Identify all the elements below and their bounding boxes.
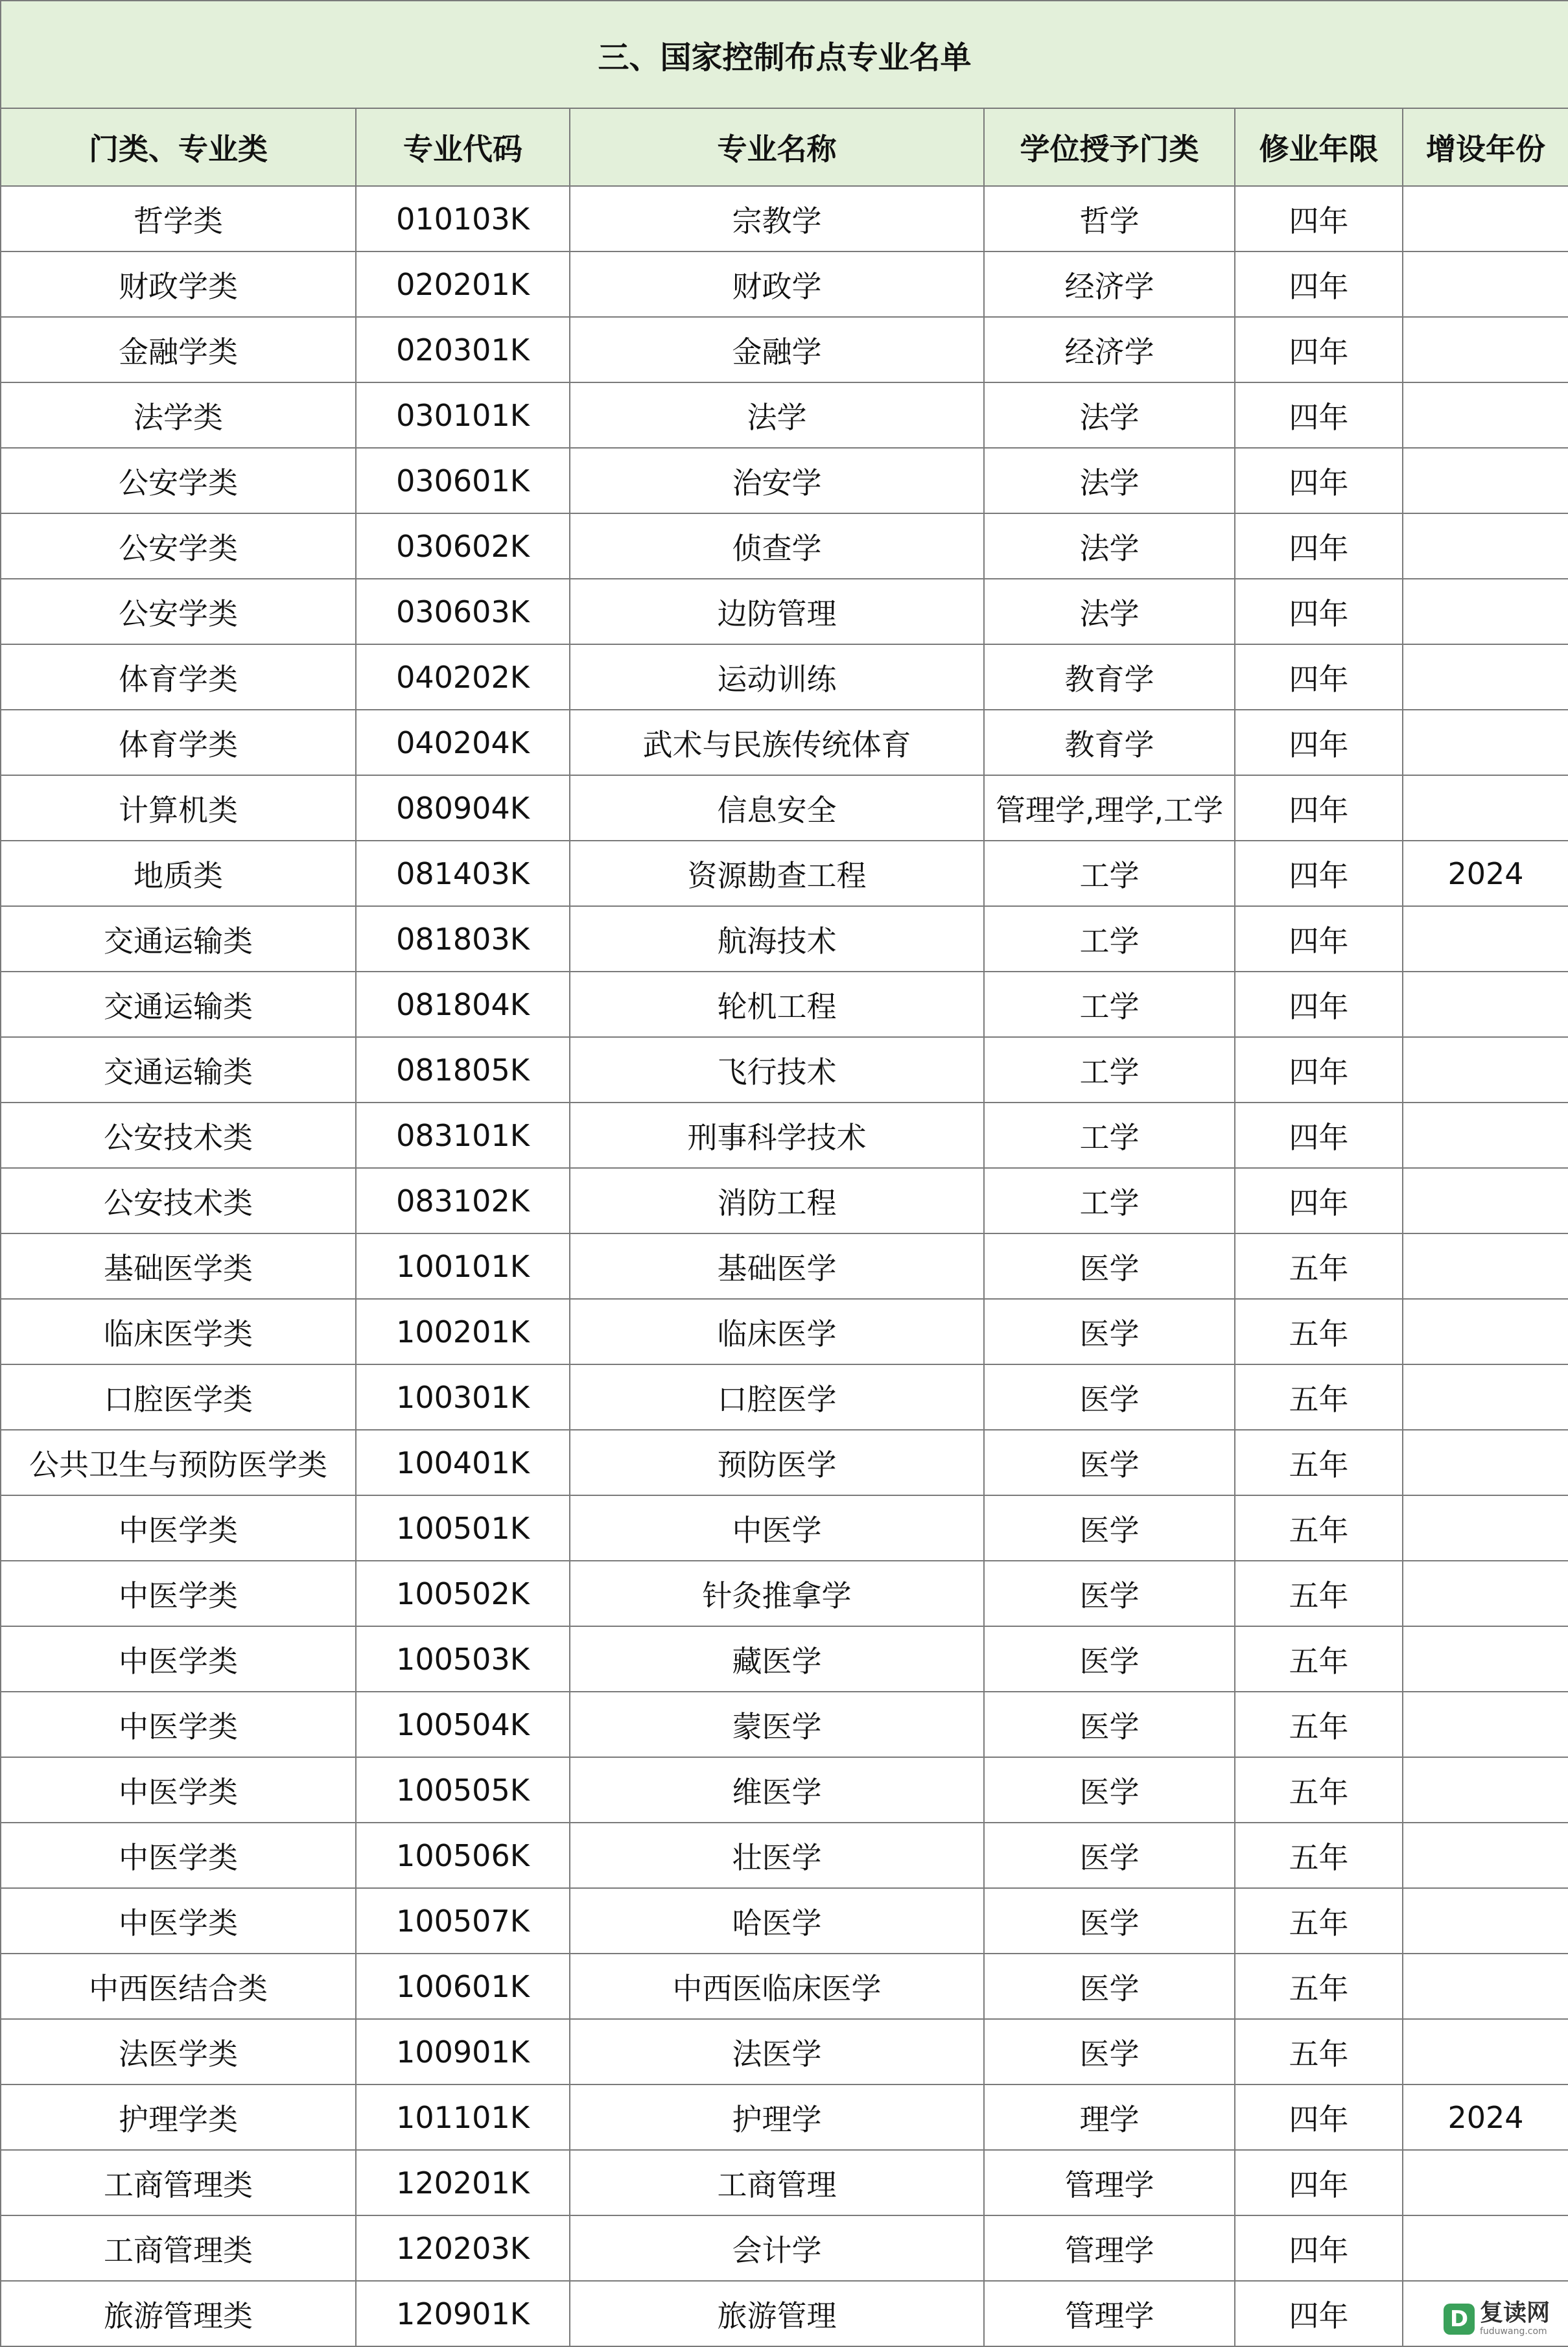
- cell-code: 120901K: [356, 2281, 570, 2346]
- cell-major-name: 临床医学: [570, 1299, 984, 1364]
- cell-degree: 医学: [984, 1364, 1235, 1430]
- cell-year-added: [1403, 186, 1568, 251]
- cell-code: 100201K: [356, 1299, 570, 1364]
- cell-code: 040204K: [356, 710, 570, 775]
- cell-major-name: 会计学: [570, 2215, 984, 2281]
- cell-major-name: 维医学: [570, 1757, 984, 1823]
- cell-major-name: 宗教学: [570, 186, 984, 251]
- cell-code: 081804K: [356, 972, 570, 1037]
- cell-code: 100507K: [356, 1888, 570, 1954]
- cell-major-name: 护理学: [570, 2084, 984, 2150]
- cell-year-added: 2024: [1403, 2084, 1568, 2150]
- cell-code: 100504K: [356, 1692, 570, 1757]
- cell-code: 100505K: [356, 1757, 570, 1823]
- table-row: [1, 775, 1568, 841]
- cell-degree: 经济学: [984, 317, 1235, 382]
- cell-category: 护理学类: [1, 2084, 356, 2150]
- watermark-name: 复读网: [1479, 2300, 1550, 2326]
- cell-code: 100901K: [356, 2019, 570, 2084]
- cell-degree: 工学: [984, 1103, 1235, 1168]
- cell-major-name: 侦查学: [570, 513, 984, 579]
- cell-code: 030602K: [356, 513, 570, 579]
- cell-duration: 四年: [1235, 2215, 1403, 2281]
- cell-code: 020201K: [356, 251, 570, 317]
- cell-duration: 五年: [1235, 1626, 1403, 1692]
- cell-degree: 医学: [984, 1233, 1235, 1299]
- site-logo-icon: D: [1444, 2304, 1475, 2335]
- cell-code: 083102K: [356, 1168, 570, 1233]
- cell-duration: 四年: [1235, 579, 1403, 644]
- cell-duration: 四年: [1235, 2084, 1403, 2150]
- cell-degree: 工学: [984, 972, 1235, 1037]
- cell-category: 工商管理类: [1, 2150, 356, 2215]
- cell-category: 中医学类: [1, 1495, 356, 1561]
- cell-year-added: [1403, 317, 1568, 382]
- cell-code: 010103K: [356, 186, 570, 251]
- table-row: [1, 186, 1568, 251]
- table-row: [1, 1233, 1568, 1299]
- site-watermark: [1444, 2302, 1550, 2336]
- table-row: [1, 1037, 1568, 1103]
- table-row: [1, 1823, 1568, 1888]
- table-row: [1, 710, 1568, 775]
- cell-year-added: [1403, 1692, 1568, 1757]
- table-title: 三、国家控制布点专业名单: [1, 1, 1568, 108]
- cell-year-added: [1403, 710, 1568, 775]
- cell-category: 中医学类: [1, 1626, 356, 1692]
- cell-degree: 教育学: [984, 644, 1235, 710]
- cell-code: 081805K: [356, 1037, 570, 1103]
- header-row: [1, 108, 1568, 186]
- cell-year-added: [1403, 775, 1568, 841]
- header-duration: 修业年限: [1235, 108, 1403, 186]
- cell-duration: 四年: [1235, 1103, 1403, 1168]
- cell-duration: 五年: [1235, 2019, 1403, 2084]
- table-row: [1, 1757, 1568, 1823]
- cell-major-name: 基础医学: [570, 1233, 984, 1299]
- cell-category: 工商管理类: [1, 2215, 356, 2281]
- cell-category: 法医学类: [1, 2019, 356, 2084]
- cell-duration: 五年: [1235, 1888, 1403, 1954]
- table-row: [1, 448, 1568, 513]
- cell-major-name: 工商管理: [570, 2150, 984, 2215]
- table-row: [1, 382, 1568, 448]
- cell-category: 公安学类: [1, 513, 356, 579]
- cell-year-added: [1403, 1233, 1568, 1299]
- cell-degree: 管理学: [984, 2215, 1235, 2281]
- cell-degree: 医学: [984, 1299, 1235, 1364]
- cell-category: 口腔医学类: [1, 1364, 356, 1430]
- cell-category: 中医学类: [1, 1692, 356, 1757]
- cell-year-added: [1403, 1299, 1568, 1364]
- cell-year-added: [1403, 972, 1568, 1037]
- cell-category: 中医学类: [1, 1888, 356, 1954]
- cell-degree: 法学: [984, 382, 1235, 448]
- table-row: [1, 1561, 1568, 1626]
- table-row: [1, 906, 1568, 972]
- cell-duration: 四年: [1235, 186, 1403, 251]
- cell-code: 100501K: [356, 1495, 570, 1561]
- cell-duration: 四年: [1235, 448, 1403, 513]
- cell-year-added: 2024: [1403, 841, 1568, 906]
- cell-degree: 医学: [984, 1495, 1235, 1561]
- table-row: [1, 1364, 1568, 1430]
- cell-degree: 法学: [984, 513, 1235, 579]
- table-row: [1, 1430, 1568, 1495]
- table-row: [1, 2019, 1568, 2084]
- cell-duration: 四年: [1235, 513, 1403, 579]
- cell-code: 100503K: [356, 1626, 570, 1692]
- cell-degree: 法学: [984, 579, 1235, 644]
- cell-major-name: 口腔医学: [570, 1364, 984, 1430]
- cell-duration: 四年: [1235, 644, 1403, 710]
- table-row: [1, 2215, 1568, 2281]
- cell-category: 交通运输类: [1, 1037, 356, 1103]
- cell-duration: 四年: [1235, 382, 1403, 448]
- cell-degree: 工学: [984, 906, 1235, 972]
- cell-degree: 工学: [984, 1168, 1235, 1233]
- cell-degree: 医学: [984, 1888, 1235, 1954]
- cell-duration: 五年: [1235, 1430, 1403, 1495]
- cell-major-name: 信息安全: [570, 775, 984, 841]
- cell-major-name: 中医学: [570, 1495, 984, 1561]
- cell-major-name: 中西医临床医学: [570, 1954, 984, 2019]
- cell-major-name: 边防管理: [570, 579, 984, 644]
- cell-code: 120203K: [356, 2215, 570, 2281]
- header-code: 专业代码: [356, 108, 570, 186]
- cell-code: 030101K: [356, 382, 570, 448]
- header-category: 门类、专业类: [1, 108, 356, 186]
- cell-degree: 管理学: [984, 2281, 1235, 2346]
- cell-category: 交通运输类: [1, 906, 356, 972]
- cell-major-name: 蒙医学: [570, 1692, 984, 1757]
- cell-major-name: 哈医学: [570, 1888, 984, 1954]
- cell-degree: 工学: [984, 841, 1235, 906]
- cell-duration: 四年: [1235, 710, 1403, 775]
- cell-category: 公安技术类: [1, 1168, 356, 1233]
- cell-year-added: [1403, 1495, 1568, 1561]
- table-row: [1, 2084, 1568, 2150]
- cell-degree: 工学: [984, 1037, 1235, 1103]
- cell-code: 020301K: [356, 317, 570, 382]
- cell-degree: 医学: [984, 1757, 1235, 1823]
- cell-major-name: 旅游管理: [570, 2281, 984, 2346]
- cell-year-added: [1403, 906, 1568, 972]
- cell-year-added: [1403, 1168, 1568, 1233]
- cell-major-name: 消防工程: [570, 1168, 984, 1233]
- cell-code: 100101K: [356, 1233, 570, 1299]
- cell-category: 金融学类: [1, 317, 356, 382]
- cell-year-added: [1403, 1626, 1568, 1692]
- cell-degree: 医学: [984, 1626, 1235, 1692]
- cell-code: 100502K: [356, 1561, 570, 1626]
- cell-category: 中医学类: [1, 1823, 356, 1888]
- cell-degree: 管理学: [984, 2150, 1235, 2215]
- cell-year-added: [1403, 1430, 1568, 1495]
- cell-duration: 四年: [1235, 906, 1403, 972]
- cell-code: 080904K: [356, 775, 570, 841]
- cell-year-added: [1403, 1037, 1568, 1103]
- cell-category: 中西医结合类: [1, 1954, 356, 2019]
- cell-major-name: 壮医学: [570, 1823, 984, 1888]
- watermark-url: fuduwang.com: [1479, 2326, 1547, 2337]
- cell-degree: 哲学: [984, 186, 1235, 251]
- cell-duration: 四年: [1235, 1168, 1403, 1233]
- cell-duration: 五年: [1235, 1299, 1403, 1364]
- cell-code: 100401K: [356, 1430, 570, 1495]
- cell-major-name: 财政学: [570, 251, 984, 317]
- cell-category: 公安学类: [1, 448, 356, 513]
- cell-code: 081403K: [356, 841, 570, 906]
- cell-major-name: 法医学: [570, 2019, 984, 2084]
- cell-duration: 五年: [1235, 1757, 1403, 1823]
- cell-category: 公安学类: [1, 579, 356, 644]
- cell-degree: 医学: [984, 1561, 1235, 1626]
- title-row: [1, 1, 1568, 108]
- table-row: [1, 1888, 1568, 1954]
- cell-category: 法学类: [1, 382, 356, 448]
- cell-major-name: 航海技术: [570, 906, 984, 972]
- watermark-text: [1480, 2302, 1550, 2336]
- cell-major-name: 金融学: [570, 317, 984, 382]
- table-row: [1, 1168, 1568, 1233]
- cell-code: 120201K: [356, 2150, 570, 2215]
- cell-year-added: [1403, 579, 1568, 644]
- table-row: [1, 251, 1568, 317]
- header-major-name: 专业名称: [570, 108, 984, 186]
- cell-year-added: [1403, 1823, 1568, 1888]
- cell-year-added: [1403, 251, 1568, 317]
- cell-degree: 教育学: [984, 710, 1235, 775]
- table-row: [1, 972, 1568, 1037]
- cell-year-added: [1403, 1757, 1568, 1823]
- header-degree: 学位授予门类: [984, 108, 1235, 186]
- table-row: [1, 1495, 1568, 1561]
- cell-category: 体育学类: [1, 644, 356, 710]
- cell-category: 计算机类: [1, 775, 356, 841]
- cell-year-added: [1403, 1561, 1568, 1626]
- cell-code: 101101K: [356, 2084, 570, 2150]
- cell-major-name: 资源勘查工程: [570, 841, 984, 906]
- table-row: [1, 513, 1568, 579]
- table-row: [1, 317, 1568, 382]
- cell-duration: 四年: [1235, 251, 1403, 317]
- cell-code: 100301K: [356, 1364, 570, 1430]
- cell-major-name: 治安学: [570, 448, 984, 513]
- table-row: [1, 2150, 1568, 2215]
- cell-duration: 四年: [1235, 2281, 1403, 2346]
- cell-major-name: 针灸推拿学: [570, 1561, 984, 1626]
- cell-year-added: [1403, 1888, 1568, 1954]
- cell-category: 基础医学类: [1, 1233, 356, 1299]
- cell-degree: 医学: [984, 1430, 1235, 1495]
- cell-degree: 经济学: [984, 251, 1235, 317]
- table-row: [1, 1692, 1568, 1757]
- cell-code: 030601K: [356, 448, 570, 513]
- cell-duration: 四年: [1235, 2150, 1403, 2215]
- table-row: [1, 644, 1568, 710]
- cell-year-added: [1403, 1954, 1568, 2019]
- cell-year-added: [1403, 448, 1568, 513]
- cell-code: 083101K: [356, 1103, 570, 1168]
- cell-degree: 医学: [984, 1692, 1235, 1757]
- cell-degree: 医学: [984, 2019, 1235, 2084]
- table-row: [1, 579, 1568, 644]
- cell-year-added: [1403, 1103, 1568, 1168]
- cell-duration: 四年: [1235, 775, 1403, 841]
- cell-category: 地质类: [1, 841, 356, 906]
- cell-major-name: 藏医学: [570, 1626, 984, 1692]
- cell-duration: 四年: [1235, 841, 1403, 906]
- cell-category: 哲学类: [1, 186, 356, 251]
- cell-major-name: 预防医学: [570, 1430, 984, 1495]
- cell-year-added: [1403, 382, 1568, 448]
- cell-degree: 医学: [984, 1954, 1235, 2019]
- cell-category: 财政学类: [1, 251, 356, 317]
- cell-duration: 四年: [1235, 972, 1403, 1037]
- cell-year-added: [1403, 2019, 1568, 2084]
- cell-category: 公共卫生与预防医学类: [1, 1430, 356, 1495]
- cell-duration: 五年: [1235, 1561, 1403, 1626]
- cell-code: 081803K: [356, 906, 570, 972]
- cell-category: 中医学类: [1, 1757, 356, 1823]
- cell-major-name: 轮机工程: [570, 972, 984, 1037]
- cell-duration: 五年: [1235, 1954, 1403, 2019]
- cell-major-name: 运动训练: [570, 644, 984, 710]
- cell-category: 临床医学类: [1, 1299, 356, 1364]
- cell-major-name: 武术与民族传统体育: [570, 710, 984, 775]
- table-row: [1, 1626, 1568, 1692]
- cell-category: 中医学类: [1, 1561, 356, 1626]
- cell-category: 公安技术类: [1, 1103, 356, 1168]
- cell-duration: 五年: [1235, 1823, 1403, 1888]
- cell-code: 040202K: [356, 644, 570, 710]
- cell-code: 030603K: [356, 579, 570, 644]
- cell-category: 交通运输类: [1, 972, 356, 1037]
- cell-major-name: 法学: [570, 382, 984, 448]
- cell-category: 旅游管理类: [1, 2281, 356, 2346]
- cell-duration: 五年: [1235, 1692, 1403, 1757]
- cell-major-name: 刑事科学技术: [570, 1103, 984, 1168]
- cell-major-name: 飞行技术: [570, 1037, 984, 1103]
- table-row: [1, 1954, 1568, 2019]
- cell-duration: 五年: [1235, 1495, 1403, 1561]
- cell-category: 体育学类: [1, 710, 356, 775]
- table-row: [1, 1299, 1568, 1364]
- table-row: [1, 841, 1568, 906]
- cell-year-added: [1403, 513, 1568, 579]
- cell-degree: 理学: [984, 2084, 1235, 2150]
- cell-year-added: [1403, 644, 1568, 710]
- cell-duration: 五年: [1235, 1233, 1403, 1299]
- cell-duration: 四年: [1235, 317, 1403, 382]
- cell-code: 100601K: [356, 1954, 570, 2019]
- header-year-added: 增设年份: [1403, 108, 1568, 186]
- cell-degree: 医学: [984, 1823, 1235, 1888]
- cell-year-added: [1403, 2215, 1568, 2281]
- cell-duration: 五年: [1235, 1364, 1403, 1430]
- cell-year-added: [1403, 1364, 1568, 1430]
- cell-duration: 四年: [1235, 1037, 1403, 1103]
- cell-degree: 管理学,理学,工学: [984, 775, 1235, 841]
- cell-year-added: [1403, 2150, 1568, 2215]
- table-row: [1, 2281, 1568, 2346]
- cell-degree: 法学: [984, 448, 1235, 513]
- table-row: [1, 1103, 1568, 1168]
- cell-code: 100506K: [356, 1823, 570, 1888]
